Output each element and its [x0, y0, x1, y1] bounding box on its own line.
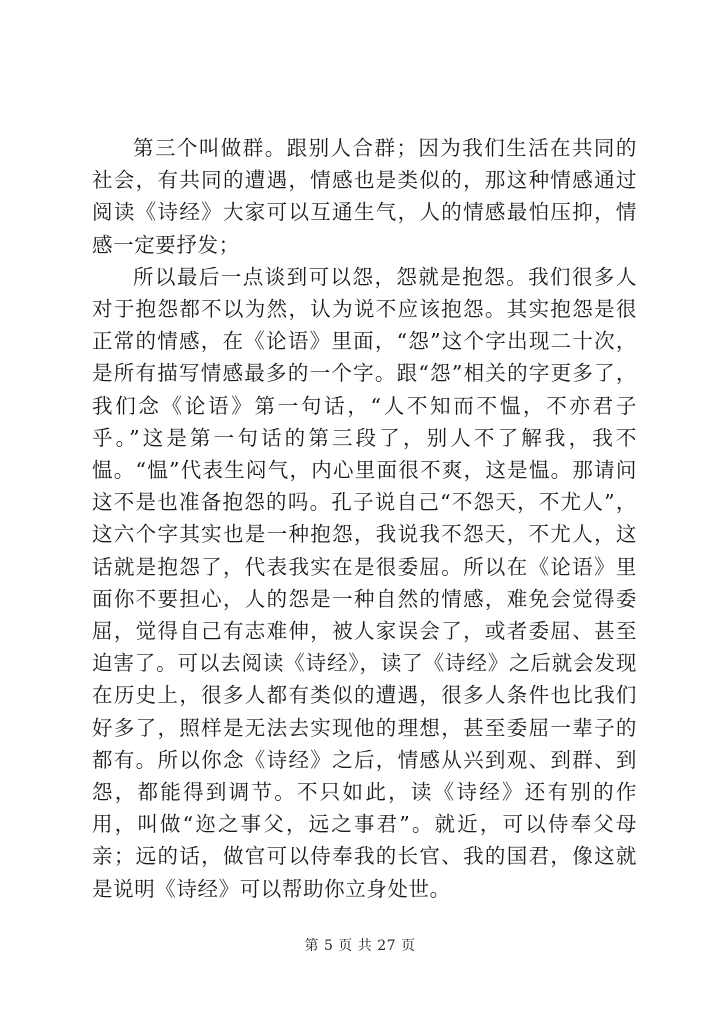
paragraph-yuan: 所以最后一点谈到可以怨，怨就是抱怨。我们很多人对于抱怨都不以为然，认为说不应该抱怨。其实抱怨是很正常的情感，在《论语》里面，“怨”这个字出现二十次，是所有描写情感最多的一个字。跟“怨”相关的字更多了，我们念《论语》第一句话，“人不知而不愠，不亦君子乎。”这是第一句话的第三段了，别人不了解我，我不愠。“愠”代表生闷气，内心里面很不爽，这是愠。那请问这不是也准备抱怨的吗。孔子说自己“不怨天，不尤人”，这六个字其实也是一种抱怨，我说我不怨天，不尤人，这话就是抱怨了，代表我实在是很委屈。所以在《论语》里面你不要担心，人的怨是一种自然的情感，难免会觉得委屈，觉得自己有志难伸，被人家误会了，或者委屈、甚至迫害了。可以去阅读《诗经》，读了《诗经》之后就会发现在历史上，很多人都有类似的遭遇，很多人条件也比我们好多了，照样是无法去实现他的理想，甚至委屈一辈子的都有。所以你念《诗经》之后，情感从兴到观、到群、到怨，都能得到调节。不只如此，读《诗经》还有别的作用，叫做“迩之事父，远之事君”。就近，可以侍奉父母亲；远的话，做官可以侍奉我的长官、我的国君，像这就是说明《诗经》可以帮助你立身处世。 — [92, 264, 637, 901]
page-footer: 第 5 页 共 27 页 — [304, 938, 416, 954]
paragraph-qun: 第三个叫做群。跟别人合群；因为我们生活在共同的社会，有共同的遭遇，情感也是类似的，那这种情感通过阅读《诗经》大家可以互通生气，人的情感最怕压抑，情感一定要抒发； — [92, 136, 637, 257]
body-text — [92, 132, 637, 905]
